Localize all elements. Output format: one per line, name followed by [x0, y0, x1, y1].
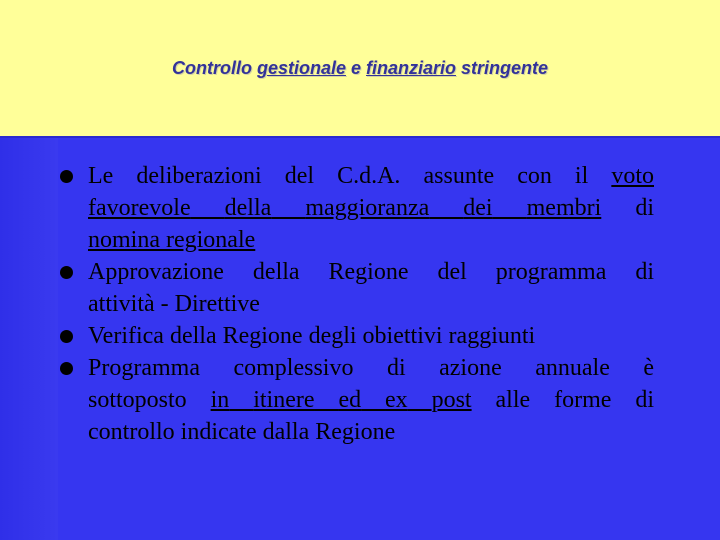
bullet-2-line-2	[88, 288, 654, 320]
text-run-underlined: post	[431, 387, 472, 413]
text-run-underlined: favorevole	[88, 195, 191, 221]
bullet-item-1	[60, 160, 654, 256]
text-run: Verifica della Regione degli obiettivi raggiunti	[88, 323, 536, 349]
bullet-item-4	[60, 352, 654, 448]
bullet-4-line-1	[88, 352, 654, 384]
text-run-underlined: maggioranza	[305, 195, 430, 221]
text-run-underlined	[315, 387, 339, 413]
text-run-underlined: voto	[611, 163, 654, 189]
text-run: alle forme di	[471, 387, 654, 413]
text-run-underlined	[229, 387, 253, 413]
bullet-dot-icon	[60, 330, 73, 343]
text-run-underlined: della	[224, 195, 272, 221]
bullet-dot-icon	[60, 266, 73, 279]
text-run-underlined: dei	[463, 195, 493, 221]
bullet-1-line-2	[88, 192, 654, 224]
text-run: controllo indicate dalla Regione	[88, 419, 396, 445]
bullet-list	[60, 160, 654, 448]
slide-title	[0, 58, 720, 79]
text-run-underlined	[271, 195, 305, 221]
header-divider	[0, 136, 720, 138]
bullet-item-2	[60, 256, 654, 320]
title-header	[0, 0, 720, 137]
text-run-underlined: membri	[526, 195, 602, 221]
title-part-2: gestionale	[256, 58, 346, 78]
text-run: attività - Direttive	[88, 291, 260, 317]
bullet-1-line-3	[88, 224, 654, 256]
title-part-5: stringente	[456, 58, 549, 78]
text-run: Approvazione della Regione del programma di	[88, 259, 654, 285]
bullet-1-line-1	[88, 160, 654, 192]
text-run-underlined: ed	[338, 387, 362, 413]
bullet-4-line-3	[88, 416, 654, 448]
text-run-underlined	[361, 387, 385, 413]
title-part-1: Controllo	[171, 58, 257, 78]
text-run-underlined	[429, 195, 463, 221]
text-run: Programma complessivo di azione annuale è	[88, 355, 654, 381]
text-run-underlined	[493, 195, 527, 221]
title-part-4: finanziario	[366, 58, 457, 78]
text-run-underlined: itinere	[253, 387, 315, 413]
text-run-underlined: ex	[385, 387, 408, 413]
text-run-underlined: in	[210, 387, 230, 413]
bullet-4-line-2	[88, 384, 654, 416]
text-run-underlined: nomina regionale	[88, 227, 256, 253]
bullet-2-line-1	[88, 256, 654, 288]
text-run: sottoposto	[88, 387, 211, 413]
text-run: di	[601, 195, 654, 221]
bullet-3-line-1	[88, 320, 654, 352]
bullet-dot-icon	[60, 362, 73, 375]
bullet-dot-icon	[60, 170, 73, 183]
text-run: Le deliberazioni del C.d.A. assunte con il	[88, 163, 612, 189]
text-run-underlined	[408, 387, 432, 413]
title-part-3: e	[345, 58, 366, 78]
bullet-item-3	[60, 320, 654, 352]
text-run-underlined	[191, 195, 225, 221]
